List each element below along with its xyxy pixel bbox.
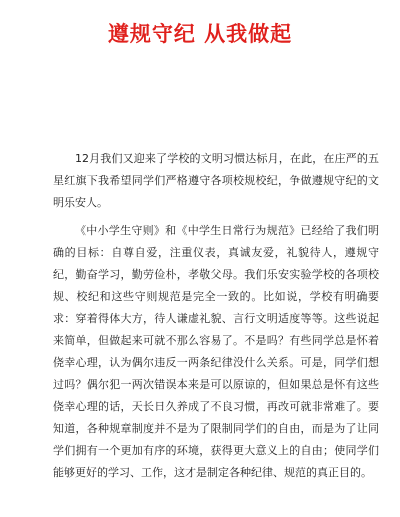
paragraph: 12月我们又迎来了学校的文明习惯达标月，在此，在庄严的五星红旗下我希望同学们严格遵守各项校规校纪，争做遵规守纪的文明乐安人。 (53, 152, 379, 209)
document-body (53, 148, 379, 490)
document-title: 遵规守纪 从我做起 (107, 21, 293, 46)
paragraph: 《中小学生守则》和《中学生日常行为规范》已经给了我们明确的目标：自尊自爱，注重仪表，真诚友爱，礼貌待人，遵规守纪，勤奋学习，勤劳俭朴，孝敬父母。我们乐安实验学校的各项校规、校纪和这些守则规范是完全一致的。比如说，学校有明确要求：穿着得体大方，待人谦虚礼貌、言行文明适度等等。这些说起来简单，但做起来可就不那么容易了。不是吗？有些同学总是怀着侥幸心理，认为偶尔违反一两条纪律没什么关系。可是，同学们想过吗？偶尔犯一两次错误本来是可以原谅的，但如果总是怀有这些侥幸心理的话，天长日久养成了不良习惯，再改可就非常难了。要知道，各种规章制度并不是为了限制同学们的自由，而是为了让同学们拥有一个更加有序的环境，获得更大意义上的自由；使同学们能够更好的学习、工作，这才是制定各种纪律、规范的真正目的。 (53, 224, 379, 479)
